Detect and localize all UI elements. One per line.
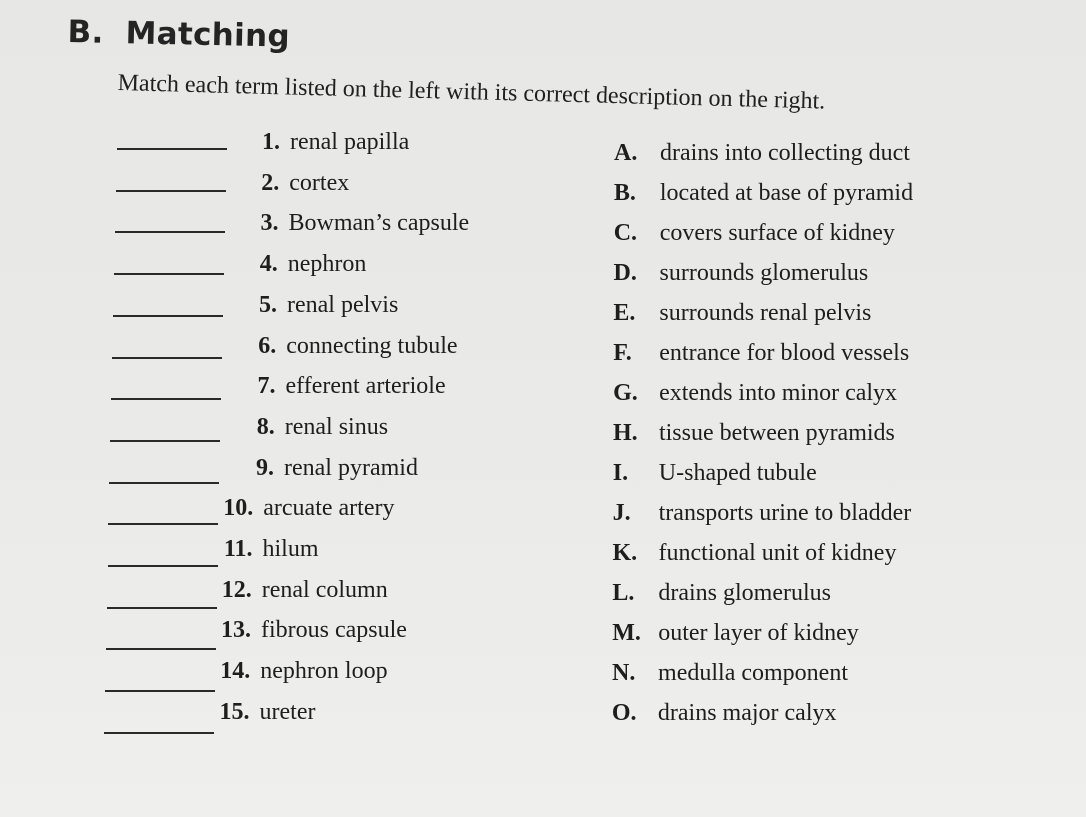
description-item — [613, 500, 912, 527]
answer-blank[interactable] — [114, 273, 224, 275]
description-item — [613, 540, 897, 567]
term-text: connecting tubule — [286, 332, 458, 359]
description-text: entrance for blood vessels — [659, 340, 910, 366]
answer-blank[interactable] — [107, 607, 217, 609]
description-text: drains major calyx — [657, 700, 837, 726]
term-text: renal pelvis — [287, 291, 399, 318]
instructions: Match each term listed on the left with its correct description on the right. — [117, 70, 826, 115]
description-text: surrounds glomerulus — [659, 260, 869, 286]
term-item — [213, 617, 407, 644]
description-letter: D. — [613, 260, 637, 286]
description-letter: E. — [613, 300, 636, 326]
description-item — [614, 180, 913, 207]
term-text: fibrous capsule — [261, 617, 407, 644]
term-number: 15. — [219, 698, 250, 725]
term-number: 2. — [261, 169, 280, 196]
description-text: covers surface of kidney — [659, 220, 895, 246]
answer-blank[interactable] — [113, 315, 223, 317]
term-item — [214, 577, 388, 604]
description-text: extends into minor calyx — [659, 380, 898, 406]
term-text: renal sinus — [284, 413, 389, 440]
term-item — [212, 658, 387, 685]
description-text: tissue between pyramids — [658, 420, 895, 446]
term-text: renal papilla — [290, 129, 410, 155]
section-title: Matching — [125, 15, 291, 55]
answer-blank[interactable] — [106, 648, 216, 650]
description-letter: K. — [612, 540, 638, 566]
description-item — [614, 140, 910, 167]
answer-blank[interactable] — [111, 398, 221, 400]
section-letter: B. — [67, 14, 105, 51]
term-text: nephron loop — [260, 658, 388, 685]
description-letter: H. — [612, 420, 638, 446]
description-letter: B. — [613, 180, 636, 206]
term-text: cortex — [289, 169, 350, 196]
term-item — [238, 373, 446, 400]
term-text: renal column — [261, 576, 388, 603]
term-number: 4. — [259, 251, 278, 278]
description-item — [614, 260, 869, 287]
term-item — [241, 210, 470, 237]
term-item — [215, 495, 394, 522]
description-item — [614, 220, 895, 247]
description-text: medulla component — [658, 660, 848, 686]
description-item — [612, 620, 859, 647]
answer-blank[interactable] — [105, 690, 215, 692]
term-item — [237, 414, 388, 441]
term-number: 12. — [221, 576, 252, 603]
description-letter: F. — [613, 340, 632, 366]
term-text: efferent arteriole — [285, 373, 446, 400]
term-number: 7. — [257, 373, 276, 400]
term-item — [236, 455, 418, 482]
description-letter: G. — [613, 380, 638, 406]
term-text: nephron — [287, 251, 367, 278]
answer-blank[interactable] — [112, 357, 222, 359]
term-number: 11. — [223, 536, 253, 562]
answer-blank[interactable] — [108, 523, 218, 525]
section-heading — [67, 14, 290, 55]
description-letter: I. — [612, 460, 629, 486]
answer-blank[interactable] — [110, 440, 220, 442]
term-text: renal pyramid — [284, 454, 418, 481]
term-text: hilum — [262, 536, 319, 562]
description-letter: O. — [611, 700, 637, 726]
description-item — [612, 580, 831, 607]
description-text: drains glomerulus — [658, 580, 831, 606]
description-item — [613, 340, 909, 367]
description-item — [613, 380, 897, 407]
description-text: transports urine to bladder — [658, 500, 912, 526]
term-number: 3. — [260, 210, 279, 237]
term-item — [240, 251, 367, 278]
description-text: located at base of pyramid — [659, 180, 914, 206]
description-text: U-shaped tubule — [658, 460, 817, 486]
term-number: 6. — [258, 332, 277, 359]
term-text: ureter — [259, 698, 316, 725]
answer-blank[interactable] — [108, 565, 218, 567]
description-text: drains into collecting duct — [660, 140, 910, 166]
description-item — [612, 700, 837, 727]
answer-blank[interactable] — [104, 732, 214, 734]
description-text: outer layer of kidney — [658, 620, 859, 646]
answer-blank[interactable] — [115, 231, 225, 233]
description-letter: M. — [612, 620, 641, 646]
term-item — [239, 292, 398, 319]
term-item — [242, 129, 409, 156]
term-number: 5. — [259, 291, 277, 318]
description-letter: L. — [612, 580, 635, 606]
term-number: 8. — [256, 413, 275, 440]
answer-blank[interactable] — [116, 190, 226, 192]
term-number: 13. — [221, 617, 251, 644]
description-text: surrounds renal pelvis — [659, 300, 872, 326]
term-text: arcuate artery — [263, 495, 395, 522]
description-letter: C. — [613, 220, 638, 246]
description-letter: N. — [612, 660, 636, 686]
description-letter: J. — [612, 500, 631, 526]
term-item — [238, 333, 457, 360]
term-number: 1. — [262, 129, 280, 155]
description-item — [612, 660, 848, 687]
description-item — [613, 460, 817, 487]
description-item — [613, 300, 871, 327]
answer-blank[interactable] — [109, 482, 219, 484]
term-item — [241, 170, 349, 197]
description-letter: A. — [614, 140, 638, 166]
term-number: 10. — [223, 495, 254, 522]
term-number: 14. — [220, 658, 251, 685]
description-item — [613, 420, 895, 447]
term-item — [212, 699, 316, 726]
term-number: 9. — [256, 454, 274, 481]
term-text: Bowman’s capsule — [288, 210, 470, 237]
answer-blank[interactable] — [117, 148, 227, 150]
term-item — [215, 536, 319, 563]
description-text: functional unit of kidney — [658, 540, 897, 566]
